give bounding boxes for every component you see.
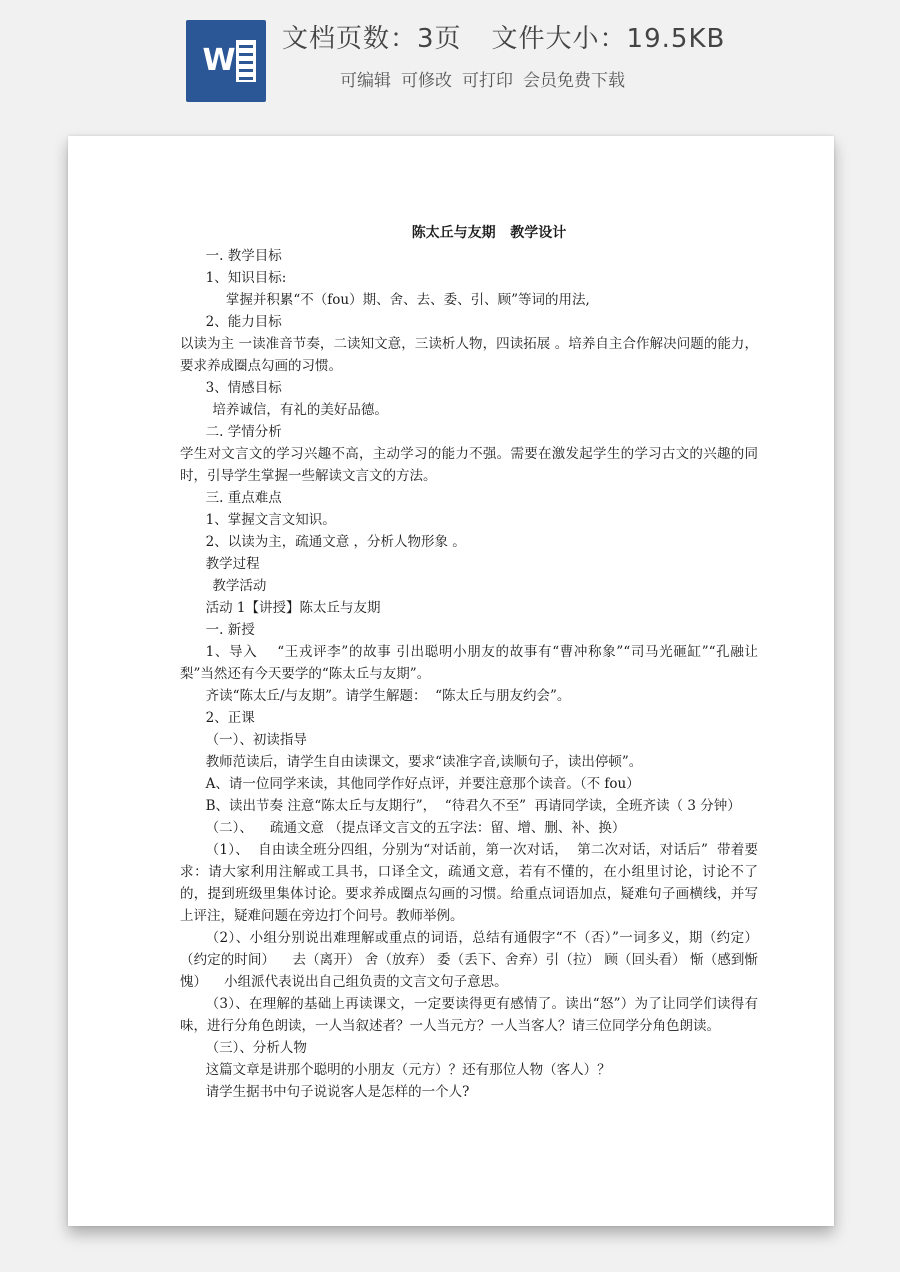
section-heading: 二. 学情分析 bbox=[205, 424, 282, 440]
paragraph: 这篇文章是讲那个聪明的小朋友（元方）？还有那位人物（客人）？ bbox=[205, 1062, 611, 1078]
subsection-heading: 1、知识目标: bbox=[205, 270, 287, 286]
page-count: 文档页数：3页 bbox=[282, 24, 462, 54]
subsection-heading: （二）、 疏通文意 （提点译文言文的五字法：留、增、删、补、换） bbox=[205, 820, 626, 836]
paragraph: 教师范读后，请学生自由读课文，要求“读准字音,读顺句子，读出停顿”。 bbox=[205, 754, 643, 770]
paragraph: 教学活动 bbox=[212, 578, 267, 594]
feature-member-download: 会员免费下载 bbox=[523, 71, 625, 91]
word-icon-letter: W bbox=[202, 43, 236, 78]
section-heading: 一. 教学目标 bbox=[205, 248, 282, 264]
document-page bbox=[68, 136, 834, 1226]
section-heading: 教学过程 bbox=[205, 556, 260, 572]
subsection-heading: 3、情感目标 bbox=[205, 380, 282, 396]
paragraph: 齐读“陈太丘/与友期”。请学生解题： “陈太丘与朋友约会”。 bbox=[205, 688, 571, 704]
subsection-heading: （三）、分析人物 bbox=[205, 1040, 307, 1056]
paragraph: 请学生据书中句子说说客人是怎样的一个人? bbox=[205, 1084, 470, 1100]
subsection-heading: 2、能力目标 bbox=[205, 314, 282, 330]
section-heading: 一. 新授 bbox=[205, 622, 255, 638]
paragraph: 培养诚信，有礼的美好品德。 bbox=[212, 402, 388, 418]
paragraph: 1、掌握文言文知识。 bbox=[205, 512, 336, 528]
download-banner bbox=[0, 0, 900, 120]
paragraph: （1）、 自由读全班分四组，分别为“对话前，第一次对话， 第二次对话，对话后” 带着要求：请大家利用注解或工具书，口译全文，疏通文意，若有不懂的，在小组里讨论，讨论不了的，提到班级里集体讨论。要求养成圈点勾画的习惯。给重点词语加点，疑难句子画横线，并写上评注，疑难问题在旁边打个问号。教师举例。 bbox=[180, 842, 758, 924]
activity-heading: 活动 1【讲授】陈太丘与友期 bbox=[205, 600, 381, 616]
document-title: 陈太丘与友期 教学设计 bbox=[411, 225, 567, 241]
document-body bbox=[180, 220, 758, 1103]
paragraph: 掌握并积累“不（fou）期、舍、去、委、引、顾”等词的用法, bbox=[225, 292, 590, 308]
subsection-heading: 2、正课 bbox=[205, 710, 255, 726]
word-icon-lines bbox=[236, 40, 256, 82]
paragraph: （3）、在理解的基础上再读课文，一定要读得更有感情了。读出“怒”）为了让同学们读得有味，进行分角色朗读，一人当叙述者？一人当元方？一人当客人？请三位同学分角色朗读。 bbox=[180, 996, 758, 1034]
paragraph: 以读为主 一读准音节奏，二读知文意，三读析人物，四读拓展 。培养自主合作解决问题的能力，要求养成圈点勾画的习惯。 bbox=[180, 336, 758, 374]
feature-editable: 可编辑 bbox=[340, 71, 391, 91]
paragraph: 2、以读为主，疏通文意 ，分析人物形象 。 bbox=[205, 534, 466, 550]
paragraph: B、读出节奏 注意“陈太丘与友期行”， “待君久不至” 再请同学读，全班齐读（ 3 分钟） bbox=[205, 798, 741, 814]
word-document-icon bbox=[186, 20, 266, 102]
paragraph: A、请一位同学来读，其他同学作好点评，并要注意那个读音。（不 fou） bbox=[205, 776, 640, 792]
paragraph: 学生对文言文的学习兴趣不高，主动学习的能力不强。需要在激发起学生的学习古文的兴趣的同时，引导学生掌握一些解读文言文的方法。 bbox=[180, 446, 758, 484]
file-size: 文件大小：19.5KB bbox=[491, 24, 726, 54]
paragraph: 1、导入 “王戎评李”的故事 引出聪明小朋友的故事有“曹冲称象”“司马光砸缸”“孔融让梨”当然还有今天要学的“陈太丘与友期”。 bbox=[180, 644, 758, 682]
file-info bbox=[282, 18, 842, 55]
section-heading: 三. 重点难点 bbox=[205, 490, 282, 506]
paragraph: （2）、小组分别说出难理解或重点的词语，总结有通假字“不（否）”一词多义，期（约定）（约定的时间） 去（离开） 舍（放弃） 委（丢下、舍弃）引（拉） 顾（回头看） 惭（感到惭愧） 小组派代表说出自己组负责的文言文句子意思。 bbox=[180, 930, 758, 990]
feature-printable: 可打印 bbox=[462, 71, 513, 91]
feature-modifiable: 可修改 bbox=[401, 71, 452, 91]
subsection-heading: （一）、初读指导 bbox=[205, 732, 307, 748]
feature-list bbox=[340, 66, 625, 91]
